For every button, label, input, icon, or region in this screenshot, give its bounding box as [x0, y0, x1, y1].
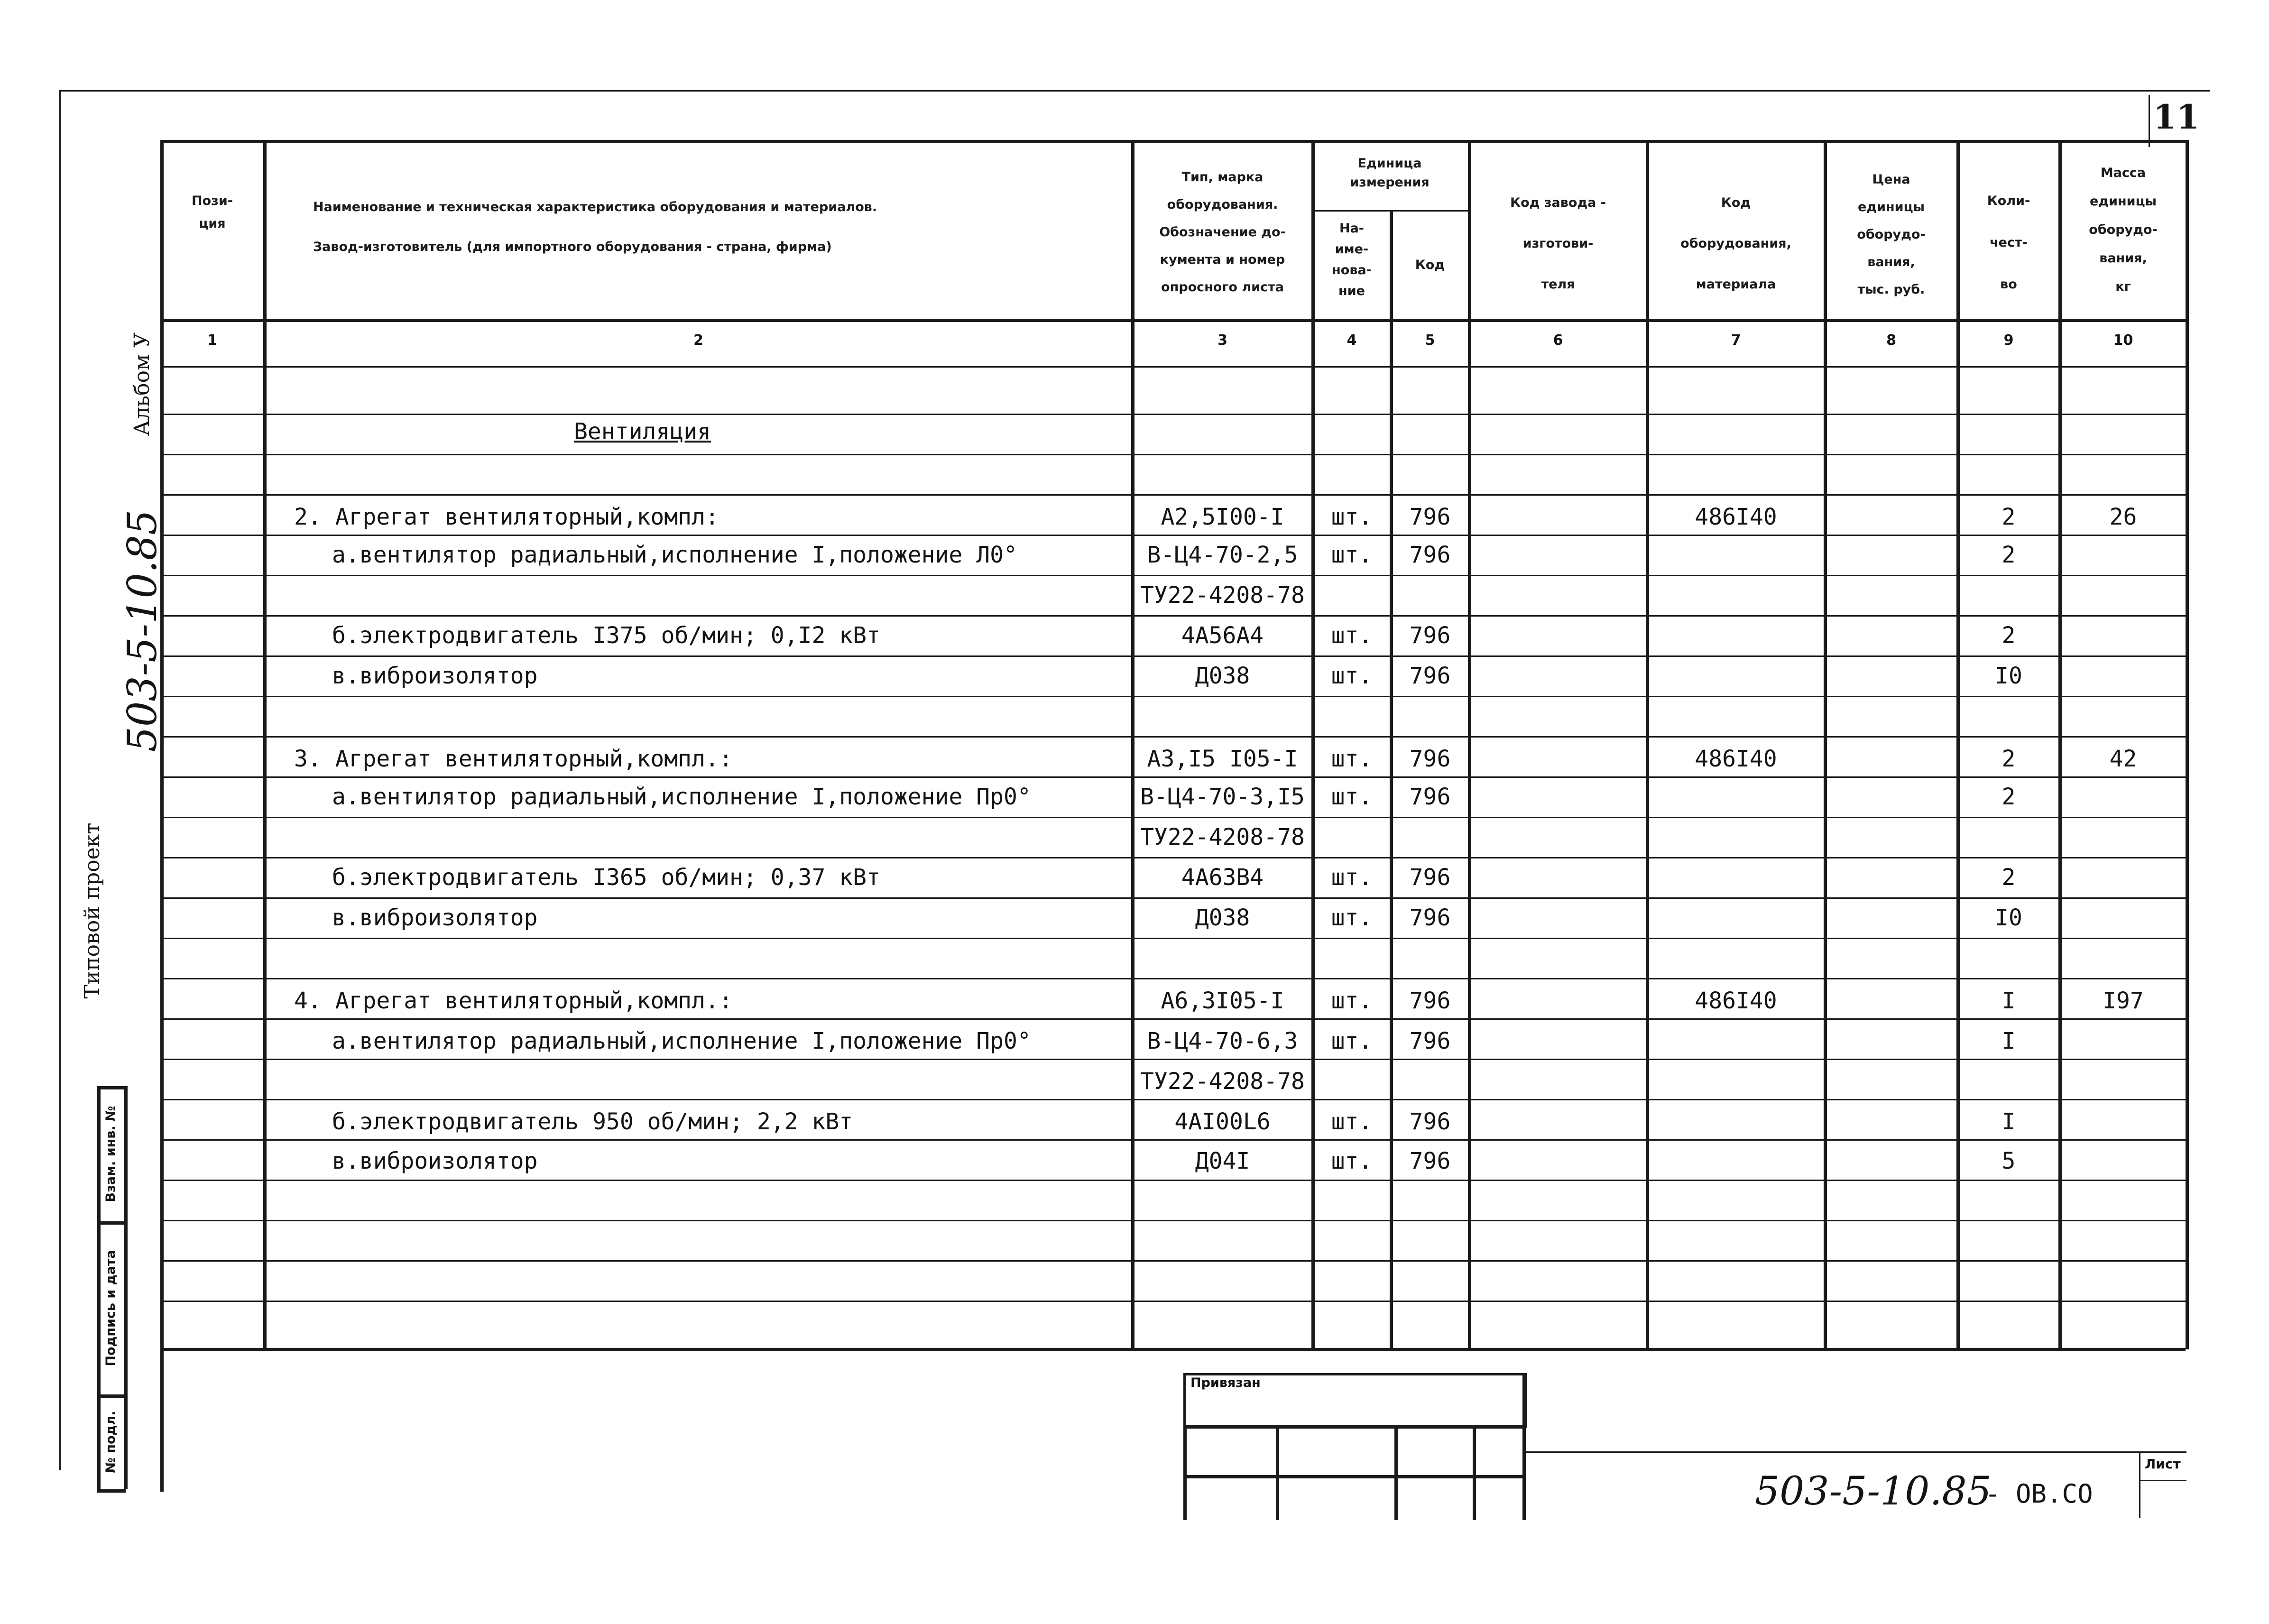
stamp-replace-inv: Взам. инв. № [103, 1106, 118, 1202]
col-number-10: 10 [2113, 332, 2133, 349]
item-qty: 2 [2002, 746, 2016, 772]
item-name: а.вентилятор радиальный,исполнение I,положение Л0° [332, 542, 1017, 568]
col-line-5 [1468, 140, 1471, 1349]
item-unit: шт. [1331, 542, 1373, 568]
sheet-mark: 11 [2153, 97, 2200, 137]
title-line [1276, 1425, 1279, 1520]
item-type: А3,I5 I05-I [1147, 746, 1298, 772]
row-line [160, 1180, 2186, 1181]
title-line [1473, 1425, 1476, 1520]
item-qty: I [2002, 1108, 2016, 1135]
col3-header: Тип, марка оборудования. Обозначение до- кумента и номер опросного листа [1159, 170, 1286, 295]
item-type: 4А63В4 [1181, 864, 1264, 891]
table-bottom [160, 1348, 2186, 1351]
item-code: 796 [1409, 542, 1451, 568]
item-type: Д038 [1195, 904, 1250, 931]
item-name: в.виброизолятор [332, 1148, 538, 1174]
col-line-7 [1824, 140, 1827, 1349]
item-unit: шт. [1331, 504, 1373, 530]
item-equip-code: 486I40 [1695, 504, 1777, 530]
item-qty: I0 [1995, 663, 2022, 689]
item-name: в.виброизолятор [332, 663, 538, 689]
item-type: В-Ц4-70-2,5 [1147, 542, 1298, 568]
col-line-4 [1390, 210, 1393, 1349]
row-line [160, 1139, 2186, 1141]
item-unit: шт. [1331, 746, 1373, 772]
row-line [160, 938, 2186, 939]
col-number-7: 7 [1731, 332, 1741, 349]
item-name: а.вентилятор радиальный,исполнение I,положение Пр0° [332, 784, 1031, 810]
item-code: 796 [1409, 1028, 1451, 1054]
col-number-3: 3 [1218, 332, 1227, 349]
attached-label: Привязан [1190, 1375, 1261, 1390]
col10-header: Масса единицы оборудо- вания, кг [2089, 166, 2158, 294]
row-line [160, 1301, 2186, 1302]
item-code: 796 [1409, 904, 1451, 931]
item-code: 796 [1409, 1148, 1451, 1174]
row-line [160, 494, 2186, 496]
row-line [160, 535, 2186, 536]
number-row-bottom [160, 366, 2186, 368]
item-code: 796 [1409, 864, 1451, 891]
item-type: 4А56А4 [1181, 622, 1264, 649]
item-unit: шт. [1331, 663, 1373, 689]
item-type: Д038 [1195, 663, 1250, 689]
row-line [160, 575, 2186, 576]
row-line [160, 897, 2186, 899]
row-line [160, 1059, 2186, 1060]
item-name: б.электродвигатель I365 об/мин; 0,37 кВт [332, 864, 880, 891]
item-code: 796 [1409, 746, 1451, 772]
col-number-2: 2 [693, 332, 703, 349]
item-type: Д04I [1195, 1148, 1250, 1174]
title-doc-suffix: - ОВ.СО [1985, 1479, 2093, 1509]
col-number-4: 4 [1347, 332, 1357, 349]
sheet-label: Лист [2145, 1456, 2181, 1472]
row-line [160, 655, 2186, 657]
item-code: 796 [1409, 622, 1451, 649]
item-name: 4. Агрегат вентиляторный,компл.: [294, 987, 733, 1014]
project-code-margin: 503-5-10.85 [119, 509, 166, 752]
item-qty: I [2002, 1028, 2016, 1054]
col-number-5: 5 [1425, 332, 1435, 349]
item-unit: шт. [1331, 784, 1373, 810]
row-line [160, 1018, 2186, 1020]
row-line [160, 736, 2186, 738]
item-type: А2,5I00-I [1161, 504, 1284, 530]
album-label: Альбом У [130, 332, 154, 436]
item-unit: шт. [1331, 987, 1373, 1014]
row-line [160, 776, 2186, 778]
item-qty: 2 [2002, 622, 2016, 649]
header-bottom [160, 319, 2186, 322]
item-type: ТУ22-4208-78 [1140, 582, 1305, 609]
item-name: б.электродвигатель 950 об/мин; 2,2 кВт [332, 1108, 853, 1135]
item-unit: шт. [1331, 904, 1373, 931]
item-unit: шт. [1331, 1028, 1373, 1054]
item-type: А6,3I05-I [1161, 987, 1284, 1014]
sheet-cell-left [2139, 1451, 2140, 1518]
row-line [160, 454, 2186, 455]
col-line-1 [263, 140, 267, 1349]
title-line [1522, 1451, 2186, 1453]
col6-header: Код завода - изготови- теля [1510, 195, 1606, 292]
col7-header: Код оборудования, материала [1680, 195, 1791, 292]
stamp-line [124, 1086, 128, 1489]
row-line [160, 696, 2186, 697]
item-unit: шт. [1331, 1108, 1373, 1135]
item-code: 796 [1409, 663, 1451, 689]
title-line [1522, 1373, 1526, 1520]
item-unit: шт. [1331, 1148, 1373, 1174]
col-line-10 [2186, 140, 2189, 1349]
item-unit: шт. [1331, 864, 1373, 891]
col4-header: На- име- нова- ние [1332, 221, 1372, 298]
item-qty: 2 [2002, 864, 2016, 891]
col45-header: Единица измерения [1350, 156, 1430, 190]
col-number-6: 6 [1553, 332, 1563, 349]
item-type: 4АI00L6 [1174, 1108, 1271, 1135]
stamp-original-no: № подл. [103, 1411, 118, 1473]
item-name: б.электродвигатель I375 об/мин; 0,I2 кВт [332, 622, 880, 649]
col8-header: Цена единицы оборудо- вания, тыс. руб. [1857, 172, 1926, 297]
row-line [160, 817, 2186, 818]
item-name: 3. Агрегат вентиляторный,компл.: [294, 746, 733, 772]
row-line [160, 857, 2186, 858]
sheet-box-left [2149, 95, 2150, 147]
col-number-1: 1 [207, 332, 217, 349]
item-qty: 2 [2002, 504, 2016, 530]
item-name: 2. Агрегат вентиляторный,компл: [294, 504, 719, 530]
item-qty: 2 [2002, 542, 2016, 568]
row-line [160, 414, 2186, 415]
item-mass: I97 [2103, 987, 2144, 1014]
item-type: ТУ22-4208-78 [1140, 824, 1305, 850]
item-qty: I0 [1995, 904, 2022, 931]
col-number-8: 8 [1886, 332, 1896, 349]
col2-header: Наименование и техническая характеристика оборудования и материалов. Завод-изготовитель (для импортного оборудования - страна, фирма) [313, 200, 877, 254]
item-mass: 42 [2109, 746, 2137, 772]
col1-header: Пози- ция [192, 194, 233, 231]
row-line [160, 978, 2186, 979]
col5-header: Код [1415, 258, 1445, 272]
item-name: а.вентилятор радиальный,исполнение I,положение Пр0° [332, 1028, 1031, 1054]
title-doc-code: 503-5-10.85 [1755, 1469, 1992, 1514]
item-equip-code: 486I40 [1695, 746, 1777, 772]
item-unit: шт. [1331, 622, 1373, 649]
row-line [160, 1099, 2186, 1100]
row-line [160, 615, 2186, 617]
col-number-9: 9 [2003, 332, 2014, 349]
stamp-line [97, 1489, 126, 1493]
item-code: 796 [1409, 504, 1451, 530]
item-code: 796 [1409, 784, 1451, 810]
stamp-signature-date: Подпись и дата [103, 1250, 118, 1366]
frame-top [59, 90, 2210, 92]
row-line [160, 1220, 2186, 1221]
item-type: ТУ22-4208-78 [1140, 1068, 1305, 1095]
item-qty: 5 [2002, 1148, 2016, 1174]
item-equip-code: 486I40 [1695, 987, 1777, 1014]
item-code: 796 [1409, 987, 1451, 1014]
table-top [160, 140, 2186, 143]
row-line [160, 1260, 2186, 1262]
item-qty: I [2002, 987, 2016, 1014]
title-line [1394, 1425, 1398, 1520]
sheet-cell-line [2139, 1480, 2186, 1481]
typical-project-label: Типовой проект [80, 822, 104, 999]
title-line [1183, 1425, 1187, 1520]
item-mass: 26 [2109, 504, 2137, 530]
item-type: В-Ц4-70-3,I5 [1140, 784, 1305, 810]
item-qty: 2 [2002, 784, 2016, 810]
section-title: Вентиляция [574, 418, 711, 445]
item-name: в.виброизолятор [332, 904, 538, 931]
col9-header: Коли- чест- во [1987, 194, 2030, 292]
frame-left [59, 90, 61, 1470]
item-code: 796 [1409, 1108, 1451, 1135]
item-type: В-Ц4-70-6,3 [1147, 1028, 1298, 1054]
